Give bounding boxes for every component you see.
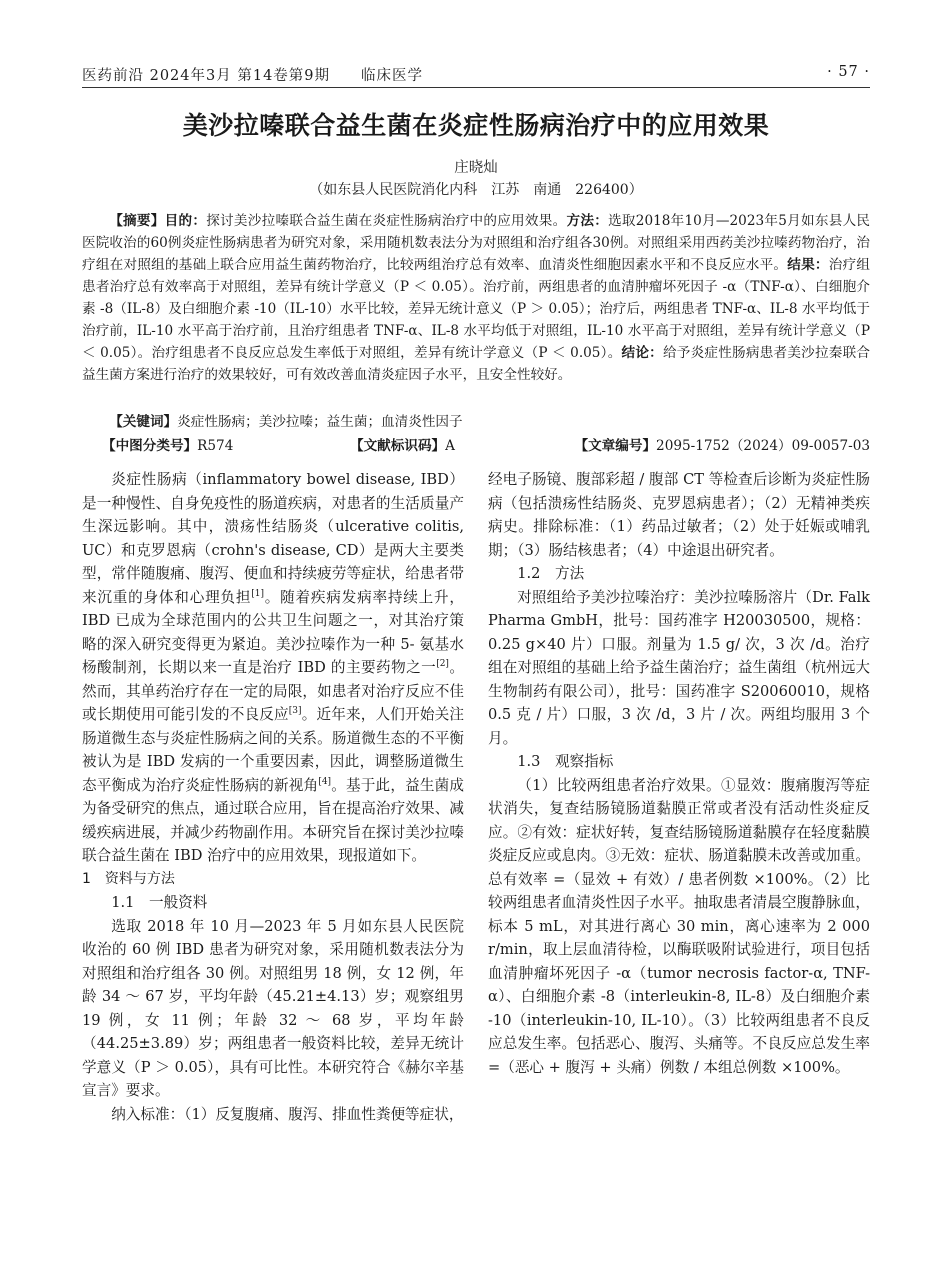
article-title: 美沙拉嗪联合益生菌在炎症性肠病治疗中的应用效果 xyxy=(182,111,770,140)
abstract-label: 【摘要】 xyxy=(109,213,165,229)
objective-text: 探讨美沙拉嗪联合益生菌在炎症性肠病治疗中的应用效果。 xyxy=(206,213,567,229)
body-column-right xyxy=(488,468,870,1079)
intro-paragraph: 炎症性肠病（inflammatory bowel disease, IBD）是一种慢性、自身免疫性的肠道疾病，对患者的生活质量产生深远影响。其中，溃疡性结肠炎（ulcerative colitis, UC）和克罗恩病（crohn's disease, CD）是两大主要类型，常伴随腹痛、腹泻、便血和持续疲劳等症状，给患者带来沉重的身体和心理负担[1]。随着疾病发病率持续上升，IBD 已成为全球范围内的公共卫生问题之一，对其治疗策略的深入研究变得更为紧迫。美沙拉嗪作为一种 5- 氨基水杨酸制剂，长期以来一直是治疗 IBD 的主要药物之一[2]。然而，其单药治疗存在一定的局限，如患者对治疗反应不佳或长期使用可能引发的不良反应[3]。近年来，人们开始关注肠道微生态与炎症性肠病之间的关系。肠道微生态的不平衡被认为是 IBD 发病的一个重要因素，因此，调整肠道微生态平衡成为治疗炎症性肠病的新视角[4]。基于此，益生菌成为备受研究的焦点，通过联合应用，旨在提高治疗效果、减缓疾病进展，并减少药物副作用。本研究旨在探讨美沙拉嗪联合益生菌在 IBD 治疗中的应用效果，现报道如下。 xyxy=(82,471,464,864)
citation: [3] xyxy=(288,706,302,717)
keywords-label: 【关键词】 xyxy=(109,414,178,430)
conclusion-label: 结论： xyxy=(621,345,663,361)
subsection-heading: 1.3 观察指标 xyxy=(517,753,614,770)
method-label: 方法： xyxy=(566,213,609,229)
page-number: · 57 · xyxy=(827,64,870,80)
section-heading: 1 资料与方法 xyxy=(82,870,175,887)
author: 庄晓灿 xyxy=(454,160,498,176)
journal-info: 医药前沿 2024年3月 第14卷第9期 临床医学 xyxy=(82,68,424,84)
keywords xyxy=(82,410,870,430)
clc-number: 【中图分类号】R574 xyxy=(102,438,234,454)
method-paragraph: 对照组给予美沙拉嗪治疗：美沙拉嗪肠溶片（Dr. Falk Pharma GmbH，批号：国药准字 H20030500，规格：0.25 g×40 片）口服。剂量为 1.5 g/ 次，3 次 /d。治疗组在对照组的基础上给予益生菌治疗；益生菌组（杭州远大生物制药有限公司），批号：国药准字 S20060010，规格 0.5 克 / 片）口服，3 次 /d，3 片 / 次。两组均服用 3 个月。 xyxy=(488,588,870,747)
method-text: 选取2018年10月—2023年5月如东县人民医院收治的60例炎症性肠病患者为研究对象，采用随机数表法分为对照组和治疗组各30例。对照组采用西药美沙拉嗪药物治疗，治疗组在对照组的基础上联合应用益生菌药物治疗，比较两组治疗总有效率、血清炎性细胞因素水平和不良反应水平。 xyxy=(82,213,871,273)
abstract xyxy=(82,210,870,386)
inclusion-paragraph-start: 纳入标准：（1）反复腹痛、腹泻、排血性粪便等症状， xyxy=(111,1105,464,1123)
document-code: 【文献标识码】A xyxy=(350,438,455,454)
citation: [2] xyxy=(436,659,449,670)
header-rule xyxy=(82,87,870,88)
affiliation: （如东县人民医院消化内科 江苏 南通 226400） xyxy=(309,182,643,198)
result-label: 结果： xyxy=(787,257,829,273)
citation: [1] xyxy=(251,588,264,599)
subsection-heading: 1.2 方法 xyxy=(517,565,585,582)
general-data-paragraph: 选取 2018 年 10 月—2023 年 5 月如东县人民医院收治的 60 例 IBD 患者为研究对象，采用随机数表法分为对照组和治疗组各 30 例。对照组男 18 例，女 12 例，年龄 34 ～ 67 岁，平均年龄（45.21±4.13）岁；观察组男 19 例，女 11 例；年龄 32 ～ 68 岁，平均年龄（44.25±3.89）岁；两组患者一般资料比较，差异无统计学意义（P ＞ 0.05），具有可比性。本研究符合《赫尔辛基宣言》要求。 xyxy=(82,917,464,1099)
objective-label: 目的： xyxy=(164,213,207,229)
classification-line xyxy=(82,434,870,454)
citation: [4] xyxy=(318,776,332,787)
conclusion-text: 给予炎症性肠病患者美沙拉秦联合益生菌方案进行治疗的效果较好，可有效改善血清炎症因子水平，且安全性较好。 xyxy=(82,345,871,383)
running-header xyxy=(82,60,870,88)
inclusion-paragraph-cont: 经电子肠镜、腹部彩超 / 腹部 CT 等检查后诊断为炎症性肠病（包括溃疡性结肠炎、克罗恩病患者）；（2）无精神类疾病史。排除标准：（1）药品过敏者；（2）处于妊娠或哺乳期；（3）肠结核患者；（4）中途退出研究者。 xyxy=(488,471,870,559)
result-text: 治疗组患者治疗总有效率高于对照组，差异有统计学意义（P ＜ 0.05）。治疗前，两组患者的血清肿瘤坏死因子 -α（TNF-α）、白细胞介素 -8（IL-8）及白细胞介素 -10（IL-10）水平比较，差异无统计意义（P ＞ 0.05）；治疗后，两组患者 TNF-α、IL-8 水平均低于治疗前，IL-10 水平高于治疗前，且治疗组患者 TNF-α、IL-8 水平均低于对照组，IL-10 水平高于对照组，差异有统计学意义（P ＜ 0.05）。治疗组患者不良反应总发生率低于对照组，差异有统计学意义（P ＜ 0.05）。 xyxy=(82,257,871,361)
body-column-left xyxy=(82,468,464,1126)
article-number: 【文章编号】2095-1752（2024）09-0057-03 xyxy=(574,438,870,454)
subsection-heading: 1.1 一般资料 xyxy=(111,894,208,911)
observation-paragraph: （1）比较两组患者治疗效果。①显效：腹痛腹泻等症状消失，复查结肠镜肠道黏膜正常或者没有活动性炎症反应。②有效：症状好转，复查结肠镜肠道黏膜存在轻度黏膜炎症反应或息肉。③无效：症状、肠道黏膜未改善或加重。总有效率 =（显效 + 有效）/ 患者例数 ×100%。（2）比较两组患者血清炎性因子水平。抽取患者清晨空腹静脉血，标本 5 mL，对其进行离心 30 min，离心速率为 2 000 r/min，取上层血清待检，以酶联吸附试验进行，项目包括血清肿瘤坏死因子 -α（tumor necrosis factor-α, TNF-α）、白细胞介素 -8（interleukin-8, IL-8）及白细胞介素 -10（interleukin-10, IL-10）。（3）比较两组患者不良反应总发生率。包括恶心、腹泻、头痛等。不良反应总发生率 =（恶心 + 腹泻 + 头痛）例数 / 本组总例数 ×100%。 xyxy=(488,776,870,1076)
keywords-text: 炎症性肠病；美沙拉嗪；益生菌；血清炎性因子 xyxy=(177,414,463,430)
